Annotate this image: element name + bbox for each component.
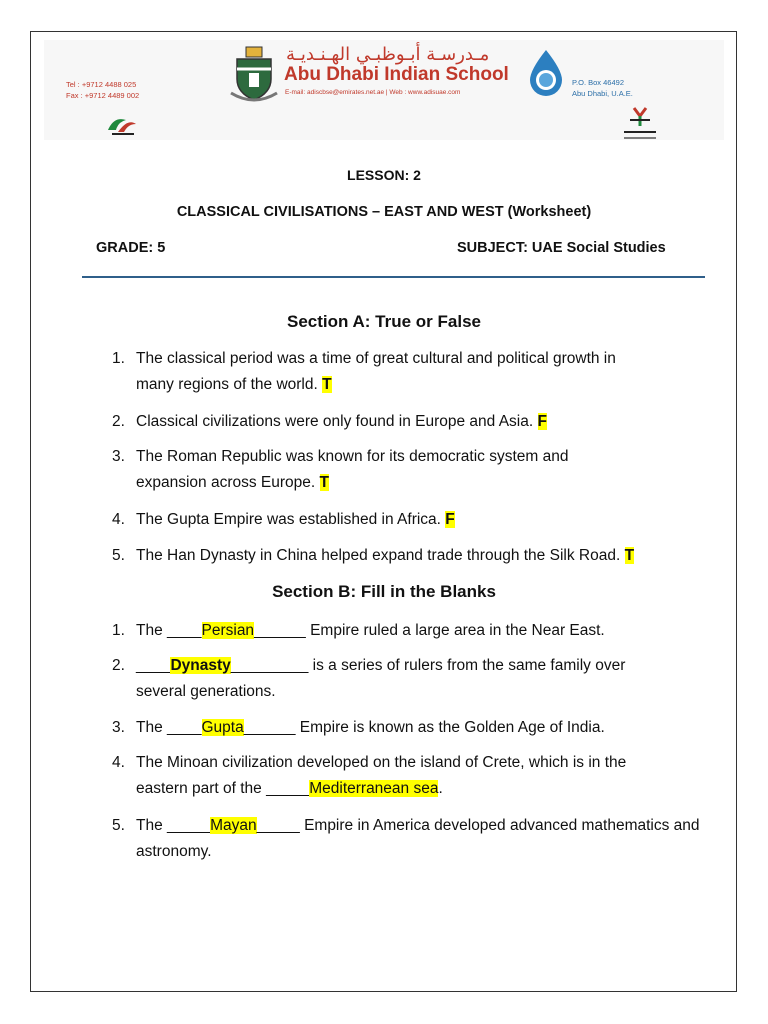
- answer-highlight: T: [322, 376, 332, 393]
- true-false-item: [112, 444, 742, 496]
- item-text: many regions of the world.: [136, 376, 318, 393]
- fill-blank-item: [112, 715, 742, 741]
- item-number: 3.: [112, 448, 125, 465]
- answer-highlight: Persian: [201, 622, 255, 639]
- subject-label: SUBJECT: UAE Social Studies: [457, 240, 666, 256]
- item-text: eastern part of the _____: [136, 780, 310, 797]
- header-divider: [82, 276, 705, 278]
- answer-highlight: Gupta: [201, 719, 244, 736]
- item-text: _____ Empire in America developed advanced mathematics and: [256, 817, 700, 834]
- uae-emblem-icon: [104, 112, 140, 136]
- item-text: The Roman Republic was known for its democratic system and: [136, 448, 569, 465]
- school-name-arabic: مـدرسـة أبـوظبـي الهـنـديـة: [286, 44, 490, 65]
- lesson-heading: LESSON: 2: [347, 167, 421, 183]
- item-number: 1.: [112, 622, 125, 639]
- item-text: The Gupta Empire was established in Africa.: [136, 511, 441, 528]
- item-text: The ____: [136, 622, 202, 639]
- item-number: 2.: [112, 657, 125, 674]
- answer-highlight: Dynasty: [170, 657, 231, 674]
- item-text: astronomy.: [136, 843, 212, 860]
- item-text: The ____: [136, 719, 202, 736]
- item-text: ______ Empire ruled a large area in the Near East.: [254, 622, 605, 639]
- true-false-item: [112, 346, 742, 398]
- answer-highlight: T: [319, 474, 329, 491]
- worksheet-title: CLASSICAL CIVILISATIONS – EAST AND WEST (Worksheet): [176, 204, 592, 220]
- item-number: 2.: [112, 413, 125, 430]
- phone-fax-block: [66, 79, 139, 101]
- fill-blank-item: [112, 750, 742, 802]
- po-box-text: P.O. Box 46492: [572, 78, 624, 87]
- fill-blank-item: [112, 813, 742, 865]
- item-text: ______ Empire is known as the Golden Age of India.: [243, 719, 605, 736]
- section-a-title: Section A: True or False: [287, 312, 481, 331]
- item-text: The Han Dynasty in China helped expand trade through the Silk Road.: [136, 547, 621, 564]
- item-text: The _____: [136, 817, 211, 834]
- item-text: .: [438, 780, 443, 797]
- true-false-item: [112, 507, 742, 533]
- address-block: [572, 77, 633, 99]
- item-number: 1.: [112, 350, 125, 367]
- answer-highlight: Mediterranean sea: [309, 780, 439, 797]
- true-false-item: [112, 409, 742, 435]
- answer-highlight: F: [445, 511, 455, 528]
- city-text: Abu Dhabi, U.A.E.: [572, 89, 633, 98]
- item-text: _________ is a series of rulers from the same family over: [230, 657, 626, 674]
- item-text: ____: [136, 657, 171, 674]
- item-number: 3.: [112, 719, 125, 736]
- true-false-item: [112, 543, 742, 569]
- answer-highlight: Mayan: [210, 817, 257, 834]
- item-number: 5.: [112, 817, 125, 834]
- water-drop-logo-icon: [526, 48, 566, 96]
- item-text: The Minoan civilization developed on the island of Crete, which is in the: [136, 754, 627, 771]
- fill-blank-item: [112, 653, 742, 705]
- item-number: 4.: [112, 511, 125, 528]
- item-text: several generations.: [136, 683, 276, 700]
- my-identity-logo-icon: [612, 106, 668, 142]
- fill-blank-item: [112, 618, 742, 644]
- school-name: Abu Dhabi Indian School: [284, 64, 509, 85]
- answer-highlight: F: [537, 413, 547, 430]
- fax-text: Fax : +9712 4489 002: [66, 91, 140, 100]
- item-text: The classical period was a time of great cultural and political growth in: [136, 350, 616, 367]
- item-text: expansion across Europe.: [136, 474, 316, 491]
- school-crest-icon: [229, 45, 279, 103]
- tel-text: Tel : +9712 4488 025: [66, 80, 137, 89]
- section-b-title: Section B: Fill in the Blanks: [272, 582, 496, 601]
- item-number: 4.: [112, 754, 125, 771]
- contact-line: E-mail: adiscbse@emirates.net.ae | Web : www.adisuae.com: [285, 89, 461, 96]
- answer-highlight: T: [624, 547, 635, 564]
- item-number: 5.: [112, 547, 125, 564]
- grade-label: GRADE: 5: [96, 240, 166, 256]
- item-text: Classical civilizations were only found in Europe and Asia.: [136, 413, 534, 430]
